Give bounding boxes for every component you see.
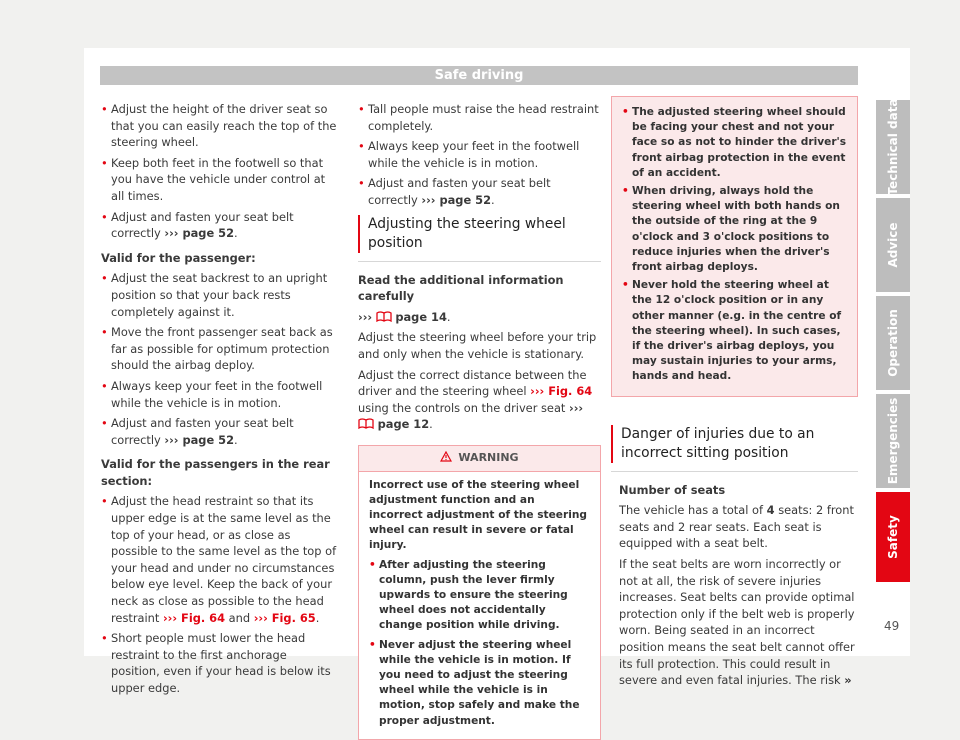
warning-body	[359, 472, 600, 739]
section-title-sitting: Danger of injuries due to an incorrect sitting position	[611, 425, 858, 463]
figure-link[interactable]: ››› Fig. 64	[530, 384, 593, 399]
book-icon	[376, 311, 392, 322]
continue-icon: »	[844, 673, 852, 688]
page-link[interactable]: ››› page 52	[421, 192, 492, 207]
list-item: • Adjust the seat backrest to an upright position so that your back rests completely against it.	[101, 270, 339, 320]
divider	[611, 471, 858, 472]
paragraph: Adjust the steering wheel before your trip and only when the vehicle is stationary.	[358, 330, 597, 361]
list-item: • Adjust and fasten your seat belt correctly ››› page 52.	[358, 175, 601, 208]
list-item: • Adjust and fasten your seat belt correctly ››› page 52.	[101, 209, 339, 242]
warning-item: • Never hold the steering wheel at the 12 o'clock position or in any other manner (e.g. in the centre of the steering wheel). In such cases, if the driver's airbag deploys, you may sustain injuries to your arms, hands and head.	[622, 278, 847, 384]
warning-item: • When driving, always hold the steering wheel with both hands on the outside of the ring at the 9 o'clock and 3 o'clock positions to reduce injuries when the driver's front airbag deploys.	[622, 184, 847, 275]
warning-triangle-icon	[440, 451, 452, 462]
page-header: Safe driving	[100, 66, 858, 85]
list-item: • Always keep your feet in the footwell while the vehicle is in motion.	[358, 138, 601, 171]
column-right	[611, 96, 858, 693]
warning-continuation	[611, 96, 858, 397]
page-link[interactable]: ››› page 52	[164, 226, 235, 241]
book-icon	[358, 418, 374, 429]
tab-advice[interactable]: Advice	[876, 198, 910, 292]
column-middle	[358, 101, 601, 740]
figure-link[interactable]: ››› Fig. 65	[253, 610, 316, 625]
page-link[interactable]: page 12	[377, 417, 430, 432]
paragraph: If the seat belts are worn incorrectly or not at all, the risk of severe injuries increases. Seat belts can provide optimal protection only if the belt web is properly worn. Being seated in an incorrect position means the seat belt cannot offer its full protection. This could result in severe and even fatal injuries. The risk »	[619, 557, 855, 688]
list-item: • Keep both feet in the footwell so that you have the vehicle under control at all times.	[101, 155, 339, 205]
list-item: • Tall people must raise the head restraint completely.	[358, 101, 601, 134]
tab-safety[interactable]: Safety	[876, 492, 910, 582]
list-item: • Short people must lower the head restraint to the first anchorage position, even if your head is below its upper edge.	[101, 630, 339, 696]
paragraph: The vehicle has a total of 4 seats: 2 front seats and 2 rear seats. Each seat is equipped with a seat belt.	[619, 503, 854, 551]
list-item: • Adjust and fasten your seat belt correctly ››› page 52.	[101, 415, 339, 448]
warning-item: • The adjusted steering wheel should be facing your chest and not your face so as not to hinder the driver's front airbag protection in the event of an accident.	[622, 105, 847, 181]
paragraph: Adjust the correct distance between the driver and the steering wheel ››› Fig. 64 using the controls on the driver seat ››› page 12.	[358, 367, 593, 432]
column-left	[101, 101, 339, 701]
list-item: • Move the front passenger seat back as far as possible for optimum protection should the airbag deploy.	[101, 324, 339, 374]
section-title-steering: Adjusting the steering wheel position	[358, 215, 601, 253]
list-item: • Adjust the height of the driver seat so that you can easily reach the top of the steering wheel.	[101, 101, 339, 151]
list-item: • Adjust the head restraint so that its upper edge is at the same level as the top of your head, or as close as possible to the same level as the top of your head and under no circumstances below eye level. Keep the back of your neck as close as possible to the head restraint ››› Fig. 64 and ››› Fig. 65.	[101, 493, 339, 626]
warning-item: • Never adjust the steering wheel while the vehicle is in motion. If you need to adjust the steering wheel while the vehicle is in motion, stop safely and make the proper adjustment.	[369, 638, 590, 729]
tab-emergencies[interactable]: Emergencies	[876, 394, 910, 488]
tab-technical-data[interactable]: Technical data	[876, 100, 910, 194]
divider	[358, 261, 601, 262]
passenger-heading: Valid for the passenger:	[101, 250, 256, 265]
read-more-ref[interactable]: ››› page 14.	[358, 309, 451, 324]
tab-operation[interactable]: Operation	[876, 296, 910, 390]
page-number: 49	[884, 619, 900, 633]
rear-heading: Valid for the passengers in the rear section:	[101, 457, 330, 488]
list-item: • Always keep your feet in the footwell while the vehicle is in motion.	[101, 378, 339, 411]
warning-box	[358, 445, 601, 740]
read-more-label: Read the additional information carefully	[358, 272, 564, 304]
warning-header: WARNING	[359, 446, 600, 472]
warning-item: • After adjusting the steering column, push the lever firmly upwards to ensure the steering wheel does not accidentally change position while driving.	[369, 558, 590, 634]
warning-text: Incorrect use of the steering wheel adjustment function and an incorrect adjustment of the steering wheel can result in severe or fatal injury.	[369, 478, 587, 552]
figure-link[interactable]: ››› Fig. 64	[162, 610, 226, 625]
page-link[interactable]: ››› page 52	[164, 432, 235, 447]
seats-heading: Number of seats	[619, 482, 726, 497]
